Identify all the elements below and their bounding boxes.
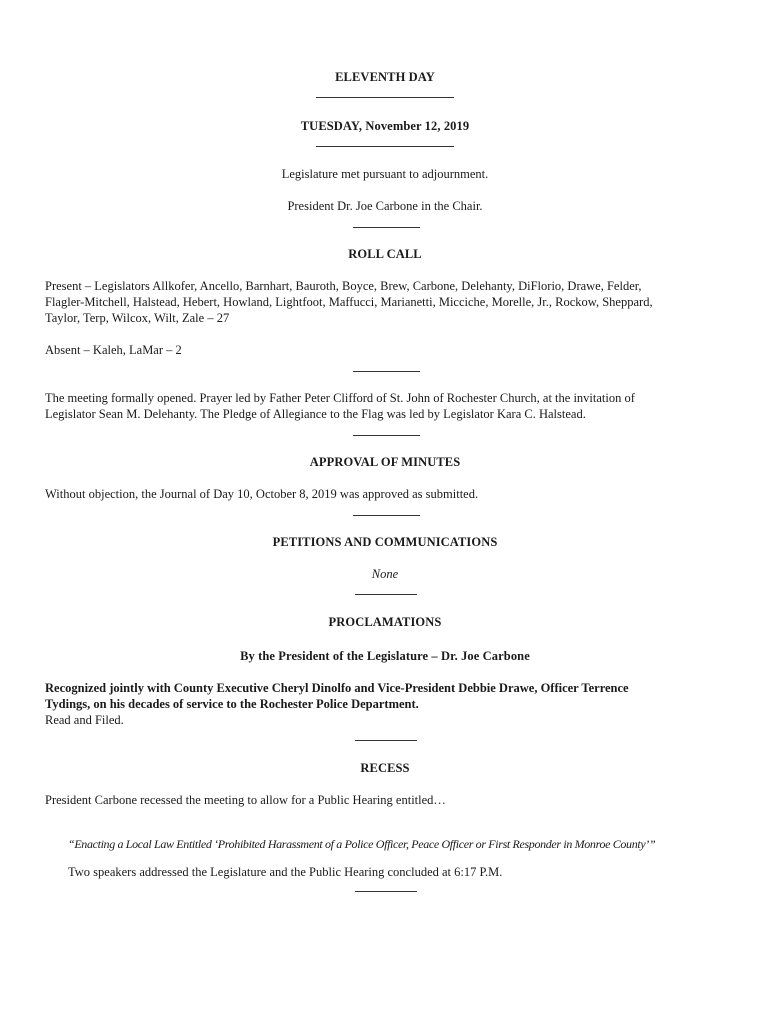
meeting-text: Legislator Sean M. Delehanty. The Pledge of Allegiance to the Flag was led by Legislator Kara C. Halstead. bbox=[45, 407, 586, 421]
divider-line bbox=[355, 891, 417, 892]
chair-line: President Dr. Joe Carbone in the Chair. bbox=[287, 199, 483, 213]
date-line: TUESDAY, November 12, 2019 bbox=[300, 119, 470, 133]
petitions-text: None bbox=[371, 567, 399, 581]
present-line: Present – Legislators Allkofer, Ancello, Barnhart, Bauroth, Boyce, Brew, Carbone, Delehanty, DiFlorio, Drawe, Felder, bbox=[45, 279, 642, 293]
recognition-text: Recognized jointly with County Executive Cheryl Dinolfo and Vice-President Debbie Drawe, Officer Terrence bbox=[45, 681, 629, 695]
present-line: Taylor, Terp, Wilcox, Wilt, Zale – 27 bbox=[45, 311, 230, 325]
absent-line: Absent – Kaleh, LaMar – 2 bbox=[45, 343, 182, 357]
recess-heading: RECESS bbox=[360, 761, 410, 775]
proclamations-subheading: By the President of the Legislature – Dr. Joe Carbone bbox=[240, 649, 530, 663]
met-line: Legislature met pursuant to adjournment. bbox=[281, 167, 489, 181]
speakers-text: Two speakers addressed the Legislature and the Public Hearing concluded at 6:17 P.M. bbox=[68, 865, 503, 879]
approval-text: Without objection, the Journal of Day 10, October 8, 2019 was approved as submitted. bbox=[45, 487, 479, 501]
read-filed-text: Read and Filed. bbox=[45, 713, 124, 727]
divider-line bbox=[353, 435, 420, 436]
recess-text: President Carbone recessed the meeting to allow for a Public Hearing entitled… bbox=[45, 793, 446, 807]
divider-line bbox=[355, 594, 417, 595]
divider-line bbox=[316, 97, 454, 98]
divider-line bbox=[355, 740, 417, 741]
divider-line bbox=[353, 515, 420, 516]
approval-heading: APPROVAL OF MINUTES bbox=[309, 455, 461, 469]
present-line: Flagler-Mitchell, Halstead, Hebert, Howland, Lightfoot, Maffucci, Marianetti, Micciche, Morelle, Jr., Rockow, Sheppard, bbox=[45, 295, 653, 309]
divider-line bbox=[353, 227, 420, 228]
meeting-text: The meeting formally opened. Prayer led by Father Peter Clifford of St. John of Rochester Church, at the invitation of bbox=[45, 391, 635, 405]
day-title: ELEVENTH DAY bbox=[335, 70, 435, 84]
roll-call-heading: ROLL CALL bbox=[348, 247, 422, 261]
proclamations-heading: PROCLAMATIONS bbox=[328, 615, 442, 629]
petitions-heading: PETITIONS AND COMMUNICATIONS bbox=[272, 535, 498, 549]
law-title: “Enacting a Local Law Entitled ‘Prohibited Harassment of a Police Officer, Peace Officer or First Responder in Monroe County’” bbox=[68, 837, 656, 851]
divider-line bbox=[353, 371, 420, 372]
recognition-text: Tydings, on his decades of service to the Rochester Police Department. bbox=[45, 697, 419, 711]
divider-line bbox=[316, 146, 454, 147]
